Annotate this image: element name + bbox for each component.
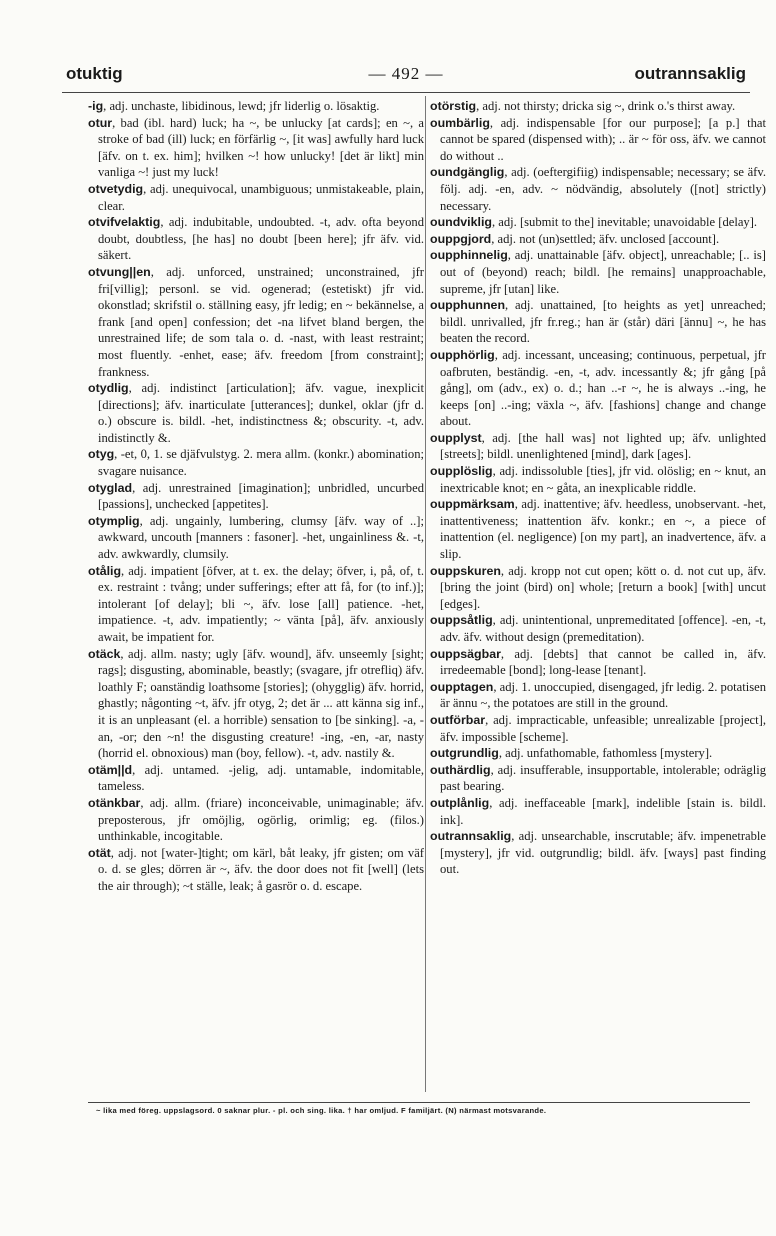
dictionary-entry: outplånlig, adj. ineffaceable [mark], indelible [stain is. bildl. ink]. — [430, 795, 766, 827]
dictionary-entry: otvung||en, adj. unforced, unstrained; unconstrained, jfr fri[villig]; personl. se vid. ogenerad; (estetiskt) jfr vid. okonstlad; skrifstil o. ställning easy, jfr ledig; en ~ bekännelse, a frank [and open] confession; det -na lifvet bland bergen, the unrestrained life; de som tala o. d. -nast, with least restraint; most fluently. -enhet, ease; äfv. freedom [from constraint]; frankness. — [88, 264, 424, 379]
dictionary-entry: otät, adj. not [water-]tight; om kärl, båt leaky, jfr gisten; om väf o. d. se gles; dörren är ~, äfv. the door does not fit [well] (lets the air through); ~t ställe, leak; å gasrör o. d. escape. — [88, 845, 424, 893]
dictionary-entry: otydlig, adj. indistinct [articulation]; äfv. vague, inexplicit [directions]; äfv. inarticulate [utterances]; dunkel, oklar (jfr d. o.) obscure is. bildl. -het, indistinctness &; obscurity. -t, adv. indistinctly &. — [88, 381, 424, 445]
right-column — [430, 98, 766, 1098]
dictionary-entry: oumbärlig, adj. indispensable [for our purpose]; [a p.] that cannot be spared (dispensed with); .. är ~ för oss, äfv. we cannot do without .. — [430, 115, 766, 163]
dictionary-entry: outgrundlig, adj. unfathomable, fathomless [mystery]. — [430, 746, 713, 761]
dictionary-entry: oupplöslig, adj. indissoluble [ties], jfr vid. olöslig; en ~ knut, an inextricable knot; en ~ gåta, an inexplicable riddle. — [430, 464, 766, 495]
dictionary-entry: otvifvelaktig, adj. indubitable, undoubted. -t, adv. ofta beyond doubt, doubtless, [he has] no doubt [been here]; jfr äfv. vid. säkert. — [88, 215, 424, 263]
dictionary-entry: otänkbar, adj. allm. (friare) inconceivable, unimaginable; äfv. preposterous, jfr omöjlig, ogörlig, orimlig; eg. (filos.) unthinkable, incogitable. — [88, 795, 424, 844]
dictionary-entry: otyglad, adj. unrestrained [imagination]; unbridled, uncurbed [passions], unchecked [appetites]. — [88, 480, 424, 512]
dictionary-entry: otyg, -et, 0, 1. se djäfvulstyg. 2. mera allm. (konkr.) abomination; svagare nuisance. — [88, 447, 424, 479]
dictionary-entry: outhärdlig, adj. insufferable, insupportable, intolerable; odräglig past bearing. — [430, 762, 766, 794]
header-rule — [62, 92, 750, 93]
left-column — [88, 98, 424, 1098]
column-divider — [425, 96, 426, 1092]
dictionary-entry: otur, bad (ibl. hard) luck; ha ~, be unlucky [at cards]; en ~, a stroke of bad (ill) luck; en förfärlig ~, [it was] awfully hard luck [äfv. on t. ex. him]; hvilken ~! how unlucky! [det är likt] min vanliga ~! just my luck! — [88, 115, 424, 180]
dictionary-entry: ouppsägbar, adj. [debts] that cannot be called in, äfv. irredeemable [bond]; long-lease [tenant]. — [430, 646, 766, 678]
dictionary-entry: outförbar, adj. impracticable, unfeasible; unrealizable [project], äfv. impossible [scheme]. — [430, 712, 766, 744]
dictionary-entry: oupphörlig, adj. incessant, unceasing; continuous, perpetual, jfr oafbruten, beständig. -en, -t, adv. incessantly &; jfr gång [på gång], om (adv., ex) o. d.; han ..-r ~, he is always ..-ing, he keeps [on] ..-ing; växla ~, äfv. [fashions] change and change about. — [430, 347, 766, 429]
dictionary-entry: outrannsaklig, adj. unsearchable, inscrutable; äfv. impenetrable [mystery], jfr vid. outgrundlig; bildl. äfv. [ways] past finding out. — [430, 829, 766, 877]
left-running-headword: otuktig — [66, 64, 123, 83]
dictionary-entry: oundviklig, adj. [submit to the] inevitable; unavoidable [delay]. — [430, 215, 758, 230]
abbreviation-key: ~ lika med föreg. uppslagsord. 0 saknar plur. - pl. och sing. lika. † har omljud. F familjärt. (N) närmast motsvarande. — [96, 1106, 547, 1115]
page-number: — 492 — — [368, 64, 444, 83]
dictionary-entry: ouppsåtlig, adj. unintentional, unpremeditated [offence]. -en, -t, adv. äfv. without design (premeditation). — [430, 613, 766, 644]
dictionary-entry: ouppmärksam, adj. inattentive; äfv. heedless, unobservant. -het, inattentiveness; inattention äfv. konkr.; en ~, a piece of inattention (el. negligence) [on my part], an inadvertence, äfv. a slip. — [430, 497, 766, 562]
dictionary-entry: oupplyst, adj. [the hall was] not lighted up; äfv. unlighted [streets]; bildl. unenlightened [mind], dark [ages]. — [430, 430, 766, 462]
dictionary-entry: otvetydig, adj. unequivocal, unambiguous; unmistakeable, plain, clear. — [88, 181, 424, 213]
page-header — [66, 64, 746, 90]
dictionary-entry: ouppgjord, adj. not (un)settled; äfv. unclosed [account]. — [430, 231, 720, 246]
dictionary-entry: otäm||d, adj. untamed. -jelig, adj. untamable, indomitable, tameless. — [88, 762, 424, 794]
dictionary-entry: -ig, adj. unchaste, libidinous, lewd; jfr liderlig o. lösaktig. — [88, 99, 380, 113]
footer-rule — [88, 1102, 750, 1103]
dictionary-entry: otålig, adj. impatient [öfver, at t. ex. the delay; öfver, i, på, of, t. ex. restraint : tvång; under sufferings; efter att få, for (to inf.)]; intolerant [of delay]; bli ~, äfv. lose [all] patience. -het, impatience. -t, adv. impatiently; ~ vänta [på], äfv. anxiously await, be impatient for. — [88, 563, 424, 644]
dictionary-entry: otörstig, adj. not thirsty; dricka sig ~, drink o.'s thirst away. — [430, 99, 736, 113]
dictionary-entry: oupptagen, adj. 1. unoccupied, disengaged, jfr ledig. 2. potatisen är ännu ~, the potatoes are still in the ground. — [430, 679, 766, 711]
dictionary-entry: otymplig, adj. ungainly, lumbering, clumsy [äfv. way of ..]; awkward, uncouth [manners : fasoner]. -het, ungainliness &. -t, adv. awkwardly, clumsily. — [88, 513, 424, 562]
dictionary-entry: oupphinnelig, adj. unattainable [äfv. object], unreachable; [.. is] out of (beyond) reach; bildl. [he remains] unapproachable, supreme, jfr [utan] like. — [430, 248, 766, 296]
dictionary-entry: oundgänglig, adj. (oeftergifiig) indispensable; necessary; se äfv. följ. adj. -en, adv. ~ nödvändig, absolutely ([not] strictly) necessary. — [430, 165, 766, 213]
dictionary-entry: otäck, adj. allm. nasty; ugly [äfv. wound], äfv. unseemly [sight; rags]; disgusting, abominable, beastly; (svagare, jfr otrefliq) äfv. loathly F; oanständig loathsome [stories]; (ohygglig) äfv. horrid, ghastly; någonting ~t, äfv. jfr otyg, 2; det är ... att känna sig inf., it is an unpleasant (el. a horrible) sensation to [be sinking]. -a, -an, -or; den ~n! the disgusting creature! -ing, -en, -ar, nasty (horrid el. obnoxious) man (boy, fellow). -t, adv. nastily &. — [88, 646, 424, 761]
right-running-headword: outrannsaklig — [634, 64, 746, 83]
dictionary-entry: oupphunnen, adj. unattained, [to heights as yet] unreached; bildl. unrivalled, jfr fr.reg.; han är (står) däri [ännu] ~, he has beaten the record. — [430, 298, 766, 346]
dictionary-entry: ouppskuren, adj. kropp not cut open; kött o. d. not cut up, äfv. [bring the joint (bird) on] whole; [return a book] [with] uncut [edges]. — [430, 563, 766, 611]
